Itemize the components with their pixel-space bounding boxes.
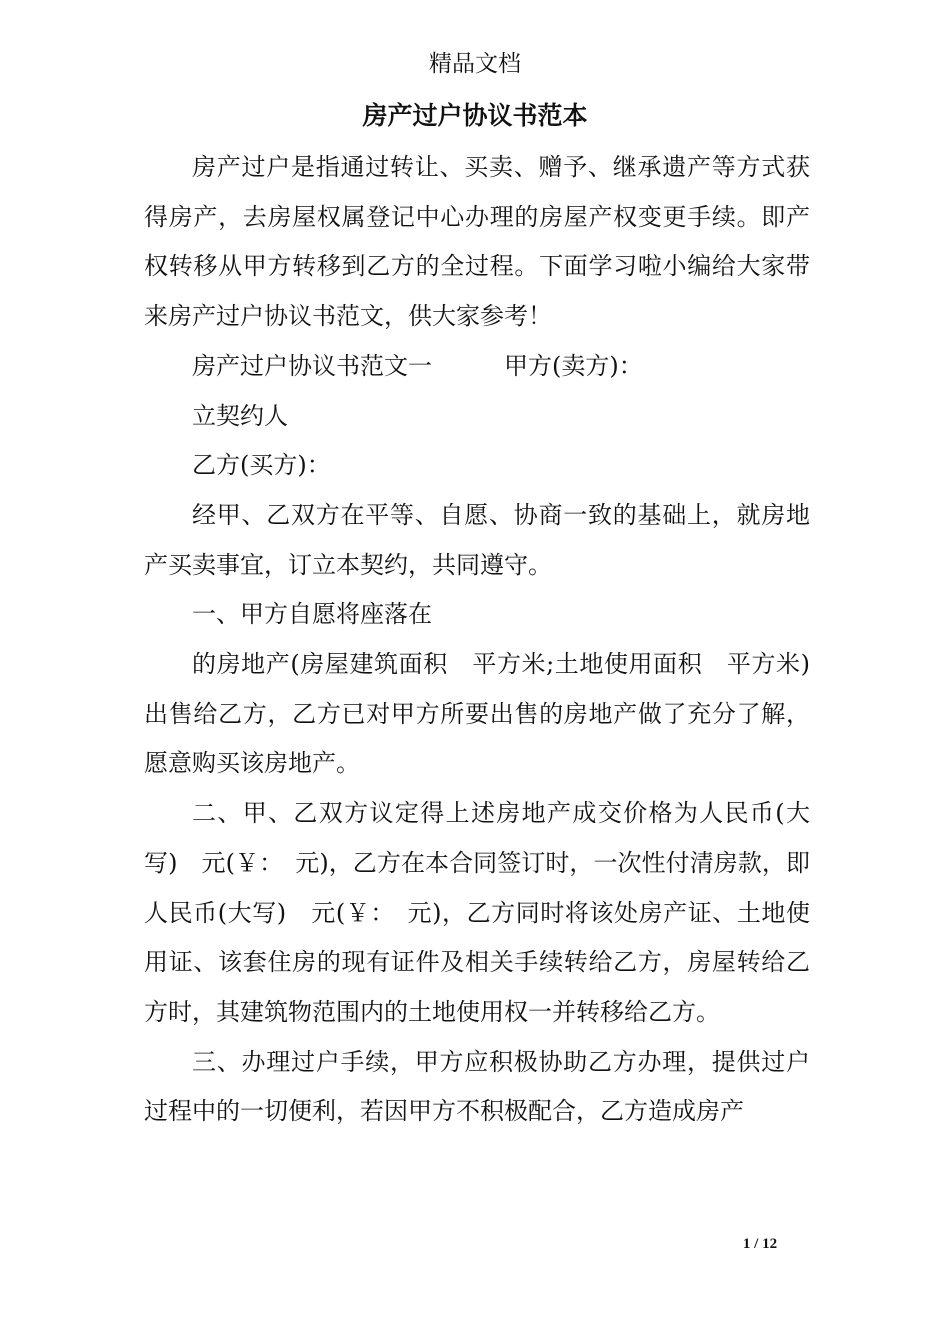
paragraph-agreement: 经甲、乙双方在平等、自愿、协商一致的基础上，就房地产买卖事宜，订立本契约，共同遵守。 [144, 500, 810, 579]
paragraph-party-b: 乙方(买方)： [192, 451, 331, 480]
paragraph-intro: 房产过户是指通过转让、买卖、赠予、继承遗产等方式获得房产，去房屋权属登记中心办理的房屋产权变更手续。即产权转移从甲方转移到乙方的全过程。下面学习啦小编给大家带来房产过户协议书范文，供大家参考！ [144, 153, 810, 331]
paragraph-clause-1-detail: 的房地产(房屋建筑面积 平方米;土地使用面积 平方米)出售给乙方，乙方已对甲方所要出售的房地产做了充分了解，愿意购买该房地产。 [144, 650, 810, 778]
document-title: 房产过户协议书范本 [362, 101, 588, 130]
paragraph-clause-1: 一、甲方自愿将座落在 [192, 600, 432, 629]
paragraph-clause-2: 二、甲、乙双方议定得上述房地产成交价格为人民币(大写) 元(￥： 元)，乙方在本合同签订时，一次性付清房款，即人民币(大写) 元(￥： 元)，乙方同时将该处房产证、土地使用证、该套住房的现有证件及相关手续转给乙方，房屋转给乙方时，其建筑物范围内的土地使用权一并转移给乙方。 [144, 799, 810, 1026]
paragraph-contractor: 立契约人 [192, 401, 288, 430]
paragraph-party-a: 房产过户协议书范文一 甲方(卖方)： [192, 351, 643, 380]
page-header: 精品文档 [429, 51, 521, 77]
paragraph-clause-3: 三、办理过户手续，甲方应积极协助乙方办理，提供过户过程中的一切便利，若因甲方不积极配合，乙方造成房产 [144, 1047, 810, 1126]
page-number: 1 / 12 [742, 1236, 778, 1252]
document-body [144, 143, 810, 1137]
